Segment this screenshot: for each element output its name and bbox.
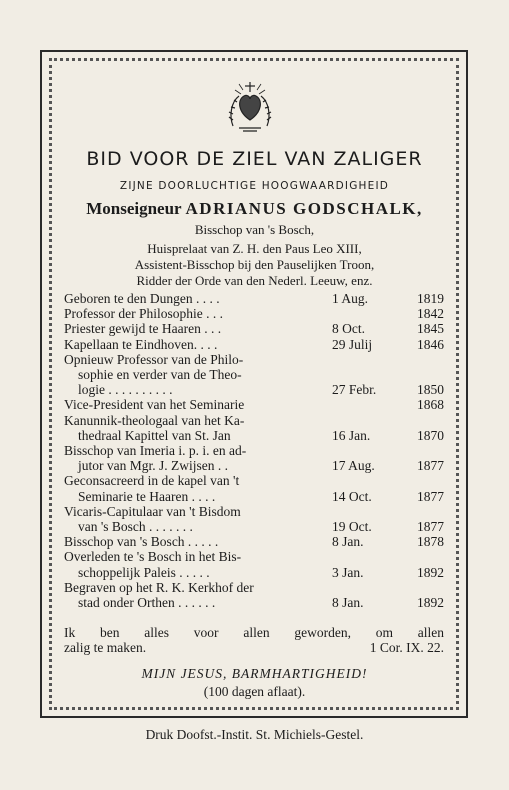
scripture-quote [64, 625, 444, 655]
event-year: 1892 [417, 564, 444, 580]
event-date: 17 Aug. [332, 458, 375, 474]
quote-line: Ik ben alles voor allen geworden, om allen [64, 625, 444, 640]
biography-entry [64, 321, 444, 336]
event-text: Seminarie te Haaren . . . . [78, 488, 216, 504]
event-text: Vice-President van het Seminarie [64, 397, 245, 413]
event-text: jutor van Mgr. J. Zwijsen . . [78, 458, 228, 474]
event-date: 27 Febr. [332, 382, 377, 398]
quote-reference: 1 Cor. IX. 22. [369, 640, 444, 655]
title-line: Assistent-Bisschop bij den Pauselijken Troon, [134, 257, 375, 272]
event-text: Bisschop van 's Bosch . . . . . [64, 534, 219, 550]
title-line: Ridder der Orde van den Nederl. Leeuw, enz. [136, 273, 373, 288]
biography-entry [64, 504, 444, 534]
event-date: 14 Oct. [332, 488, 372, 504]
event-text: Geboren te den Dungen . . . . [64, 291, 220, 306]
biography-entry [64, 306, 444, 321]
event-year: 1877 [417, 488, 444, 504]
event-year: 1868 [417, 397, 444, 413]
event-date: 19 Oct. [332, 519, 372, 535]
event-text: schoppelijk Paleis . . . . . [78, 564, 210, 580]
event-text: sophie en verder van de Theo- [78, 367, 242, 383]
printer-credit: Druk Doofst.-Instit. St. Michiels-Gestel. [145, 727, 364, 742]
event-year: 1850 [417, 382, 444, 398]
event-year: 1846 [417, 336, 444, 352]
biography-entry [64, 397, 444, 412]
event-year: 1877 [417, 519, 444, 535]
event-date: 29 Julij [332, 336, 373, 352]
event-text: thedraal Kapittel van St. Jan [78, 427, 231, 443]
event-text: stad onder Orthen . . . . . . [78, 595, 216, 611]
biography-entry [64, 549, 444, 579]
indulgence-note: (100 dagen aflaat). [203, 684, 306, 699]
event-text: Priester gewijd te Haaren . . . [64, 321, 222, 337]
title-line: Bisschop van 's Bosch, [194, 222, 315, 237]
prayer-invocation: MIJN JESUS, BARMHARTIGHEID! [141, 666, 368, 681]
biography-entry [64, 291, 444, 306]
event-year: 1870 [417, 427, 444, 443]
biography-entry [64, 534, 444, 549]
event-year: 1877 [417, 458, 444, 474]
biography-entry [64, 473, 444, 503]
honorific-line: ZIJNE DOORLUCHTIGE HOOGWAARDIGHEID [119, 180, 390, 192]
event-text: logie . . . . . . . . . . [78, 382, 173, 398]
event-date: 8 Oct. [332, 321, 365, 337]
event-date: 16 Jan. [332, 427, 371, 443]
event-text: Kanunnik-theologaal van het Ka- [64, 412, 245, 428]
event-year: 1842 [417, 306, 444, 322]
name-prefix: Monseigneur [86, 199, 182, 218]
event-year: 1892 [417, 595, 444, 611]
biography-entry [64, 337, 444, 352]
event-date: 8 Jan. [332, 534, 364, 550]
sacred-heart-emblem-icon [221, 76, 279, 134]
biography-entry [64, 352, 444, 398]
biography-entry [64, 580, 444, 610]
event-year: 1845 [417, 321, 444, 337]
event-text: van 's Bosch . . . . . . . [78, 519, 193, 535]
event-text: Professor der Philosophie . . . [64, 306, 223, 322]
biography-entry [64, 443, 444, 473]
card-heading: BID VOOR DE ZIEL VAN ZALIGER [86, 148, 423, 170]
deceased-name [0, 199, 509, 219]
event-year: 1878 [417, 534, 444, 550]
event-text: Geconsacreerd in de kapel van 't [64, 473, 240, 489]
event-text: Overleden te 's Bosch in het Bis- [64, 549, 242, 565]
event-text: Vicaris-Capitulaar van 't Bisdom [64, 503, 241, 519]
name-text: ADRIANUS GODSCHALK, [185, 199, 423, 218]
event-text: Opnieuw Professor van de Philo- [64, 351, 244, 367]
title-line: Huisprelaat van Z. H. den Paus Leo XIII, [147, 241, 362, 256]
event-text: Begraven op het R. K. Kerkhof der [64, 579, 254, 595]
biography-list [64, 291, 444, 610]
quote-line: zalig te maken. [64, 640, 147, 655]
event-text: Bisschop van Imeria i. p. i. en ad- [64, 443, 247, 459]
biography-entry [64, 413, 444, 443]
event-date: 1 Aug. [332, 291, 369, 306]
event-year: 1819 [417, 291, 444, 306]
event-date: 3 Jan. [332, 564, 364, 580]
event-text: Kapellaan te Eindhoven. . . . [64, 336, 218, 352]
event-date: 8 Jan. [332, 595, 364, 611]
